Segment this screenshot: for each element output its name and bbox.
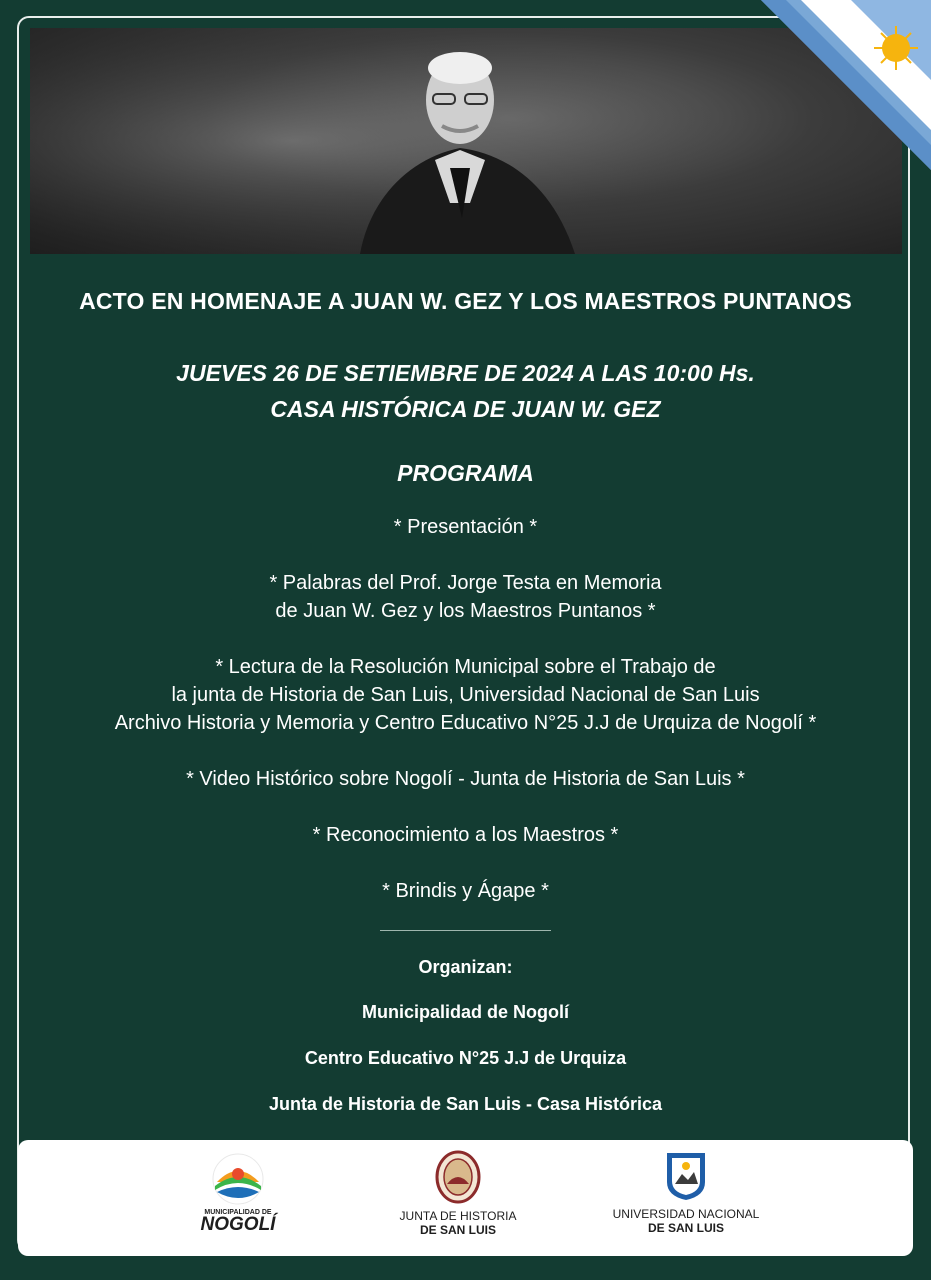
- organizer-junta: Junta de Historia de San Luis - Casa Histórica: [268, 1094, 663, 1114]
- program-item-words-l2: de Juan W. Gez y los Maestros Puntanos *: [275, 600, 656, 622]
- organizers-heading: Organizan:: [418, 957, 513, 977]
- logo3-line2: DE SAN LUIS: [647, 1221, 724, 1235]
- footer-logos: [18, 1140, 913, 1256]
- program-item-toast: * Brindis y Ágape *: [382, 880, 549, 902]
- junta-seal-icon: [435, 1150, 481, 1204]
- logo-unsl: [606, 1150, 766, 1235]
- nogoli-emblem-icon: [211, 1152, 265, 1206]
- logo-junta-historia: [378, 1150, 538, 1237]
- program-item-reading-l3: Archivo Historia y Memoria y Centro Educativo N°25 J.J de Urquiza de Nogolí *: [114, 712, 817, 734]
- program-item-recognition: * Reconocimiento a los Maestros *: [312, 824, 619, 846]
- logo2-line1: JUNTA DE HISTORIA: [399, 1209, 517, 1223]
- logo1-small-text: MUNICIPALIDAD DE: [204, 1209, 272, 1216]
- argentine-flag-ribbon: [741, 0, 931, 190]
- event-title: ACTO EN HOMENAJE A JUAN W. GEZ Y LOS MAESTROS PUNTANOS: [79, 288, 852, 314]
- organizer-municipality: Municipalidad de Nogolí: [362, 1002, 569, 1022]
- unsl-shield-icon: [664, 1150, 708, 1202]
- event-date: JUEVES 26 DE SETIEMBRE DE 2024 A LAS 10:00 Hs.: [176, 360, 755, 386]
- program-item-presentation: * Presentación *: [393, 516, 538, 538]
- logo-nogoli: [188, 1152, 288, 1234]
- logo1-big-text: NOGOLÍ: [200, 1214, 276, 1235]
- program-item-video: * Video Histórico sobre Nogolí - Junta de Historia de San Luis *: [186, 768, 745, 790]
- divider: [380, 930, 551, 931]
- program-heading: PROGRAMA: [397, 460, 534, 486]
- logo2-line2: DE SAN LUIS: [419, 1223, 496, 1237]
- organizer-school: Centro Educativo N°25 J.J de Urquiza: [304, 1048, 627, 1068]
- program-item-reading-l1: * Lectura de la Resolución Municipal sobre el Trabajo de: [215, 656, 716, 678]
- logo3-line1: UNIVERSIDAD NACIONAL: [612, 1207, 760, 1221]
- program-item-words-l1: * Palabras del Prof. Jorge Testa en Memoria: [269, 572, 662, 594]
- event-place: CASA HISTÓRICA DE JUAN W. GEZ: [270, 396, 661, 422]
- program-item-reading-l2: la junta de Historia de San Luis, Universidad Nacional de San Luis: [171, 684, 760, 706]
